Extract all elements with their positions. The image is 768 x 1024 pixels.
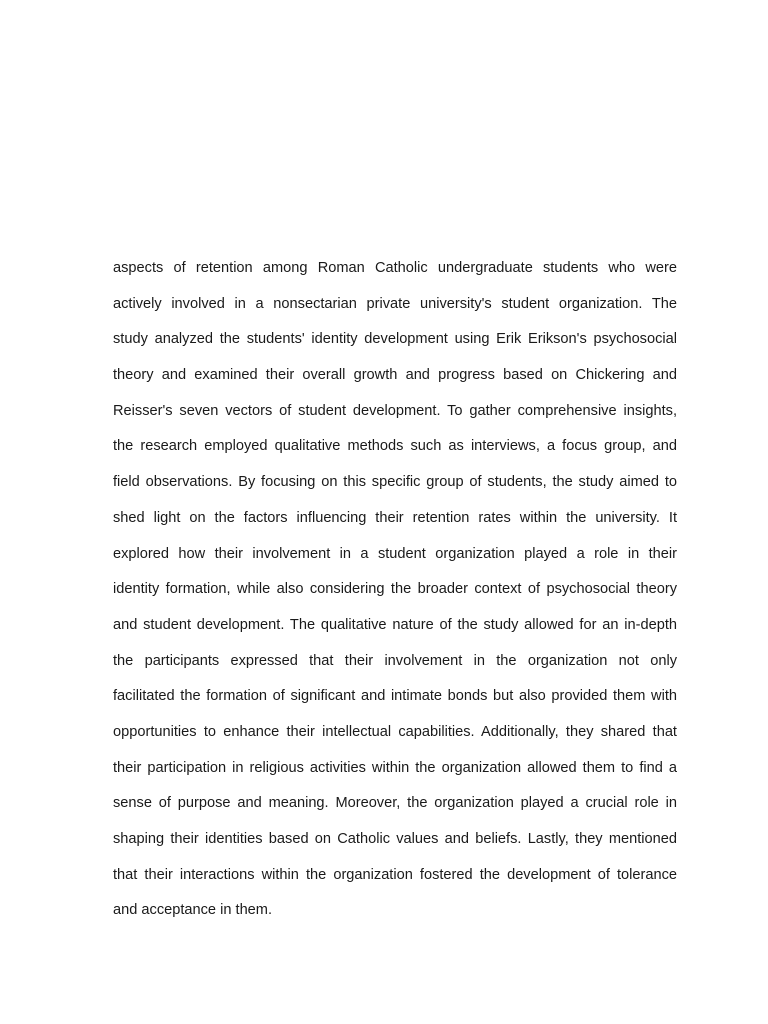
text-line: explored how their involvement in a student organization played a role in their bbox=[113, 545, 677, 562]
body-paragraph bbox=[113, 256, 677, 934]
text-line: the participants expressed that their involvement in the organization not only bbox=[113, 652, 677, 669]
text-line: facilitated the formation of significant and intimate bonds but also provided them with bbox=[113, 688, 677, 705]
text-line: aspects of retention among Roman Catholic undergraduate students who were bbox=[113, 260, 677, 276]
text-line: identity formation, while also considering the broader context of psychosocial theory bbox=[113, 581, 677, 598]
text-line: opportunities to enhance their intellectual capabilities. Additionally, they shared that bbox=[113, 723, 677, 740]
text-line: sense of purpose and meaning. Moreover, the organization played a crucial role in bbox=[113, 795, 677, 812]
text-line: field observations. By focusing on this specific group of students, the study aimed to bbox=[113, 474, 677, 491]
text-line: theory and examined their overall growth and progress based on Chickering and bbox=[113, 367, 677, 384]
text-line: their participation in religious activities within the organization allowed them to find a bbox=[113, 759, 677, 776]
text-line: the research employed qualitative methods such as interviews, a focus group, and bbox=[113, 438, 677, 455]
text-line: study analyzed the students' identity development using Erik Erikson's psychosocial bbox=[113, 331, 677, 348]
text-line: and student development. The qualitative nature of the study allowed for an in-depth bbox=[113, 616, 677, 633]
text-line: that their interactions within the organization fostered the development of tolerance bbox=[113, 866, 677, 883]
text-line: shaping their identities based on Catholic values and beliefs. Lastly, they mentioned bbox=[113, 831, 677, 847]
text-line: Reisser's seven vectors of student development. To gather comprehensive insights, bbox=[113, 402, 677, 419]
text-line: and acceptance in them. bbox=[113, 902, 273, 919]
text-line: shed light on the factors influencing their retention rates within the university. It bbox=[113, 509, 677, 526]
text-line: actively involved in a nonsectarian private university's student organization. The bbox=[113, 295, 677, 312]
